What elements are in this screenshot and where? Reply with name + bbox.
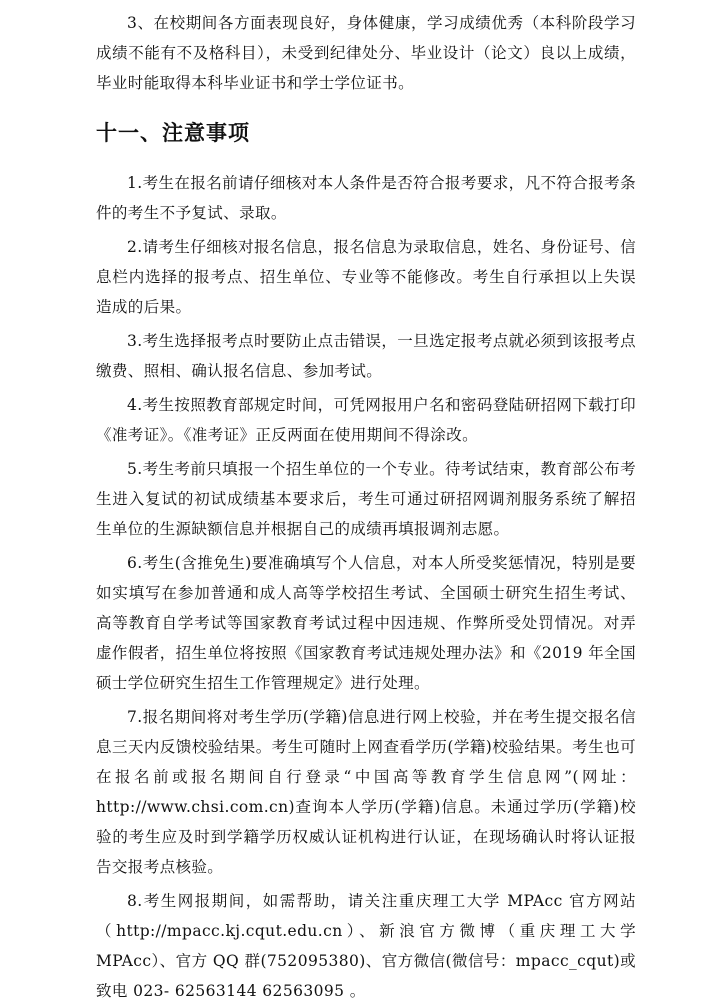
- list-item-8: 8.考生网报期间，如需帮助，请关注重庆理工大学 MPAcc 官方网站（http://mpacc.kj.cqut.edu.cn）、新浪官方微博（重庆理工大学 MPAcc）、官方 QQ 群(752095380)、官方微信(微信号：mpacc_cqut)或致电 023- 62563144 62563095 。: [96, 892, 636, 1000]
- list-item-4: 4.考生按照教育部规定时间，可凭网报用户名和密码登陆研招网下载打印《准考证》。《准考证》正反两面在使用期间不得涂改。: [96, 396, 636, 444]
- list-item-2: 2.请考生仔细核对报名信息，报名信息为录取信息，姓名、身份证号、信息栏内选择的报考点、招生单位、专业等不能修改。考生自行承担以上失误造成的后果。: [96, 238, 636, 316]
- list-item-5: 5.考生考前只填报一个招生单位的一个专业。待考试结束，教育部公布考生进入复试的初试成绩基本要求后，考生可通过研招网调剂服务系统了解招生单位的生源缺额信息并根据自己的成绩再填报调剂志愿。: [96, 460, 636, 538]
- document-body: [96, 8, 636, 1006]
- list-item-7: 7.报名期间将对考生学历(学籍)信息进行网上校验，并在考生提交报名信息三天内反馈校验结果。考生可随时上网查看学历(学籍)校验结果。考生也可在报名前或报名期间自行登录“中国高等教育学生信息网”(网址：http://www.chsi.com.cn)查询本人学历(学籍)信息。未通过学历(学籍)校验的考生应及时到学籍学历权威认证机构进行认证，在现场确认时将认证报告交报考点核验。: [96, 708, 636, 876]
- list-item-6: 6.考生(含推免生)要准确填写个人信息，对本人所受奖惩情况，特别是要如实填写在参加普通和成人高等学校招生考试、全国硕士研究生招生考试、高等教育自学考试等国家教育考试过程中因违规、作弊所受处罚情况。对弄虚作假者，招生单位将按照《国家教育考试违规处理办法》和《2019 年全国硕士学位研究生招生工作管理规定》进行处理。: [96, 554, 636, 692]
- list-item-1: 1.考生在报名前请仔细核对本人条件是否符合报考要求，凡不符合报考条件的考生不予复试、录取。: [96, 174, 636, 222]
- section-heading: 十一、注意事项: [96, 121, 250, 145]
- list-item-3: 3.考生选择报考点时要防止点击错误，一旦选定报考点就必须到该报考点缴费、照相、确认报名信息、参加考试。: [96, 332, 636, 380]
- top-paragraph: 3、在校期间各方面表现良好，身体健康，学习成绩优秀（本科阶段学习成绩不能有不及格科目），未受到纪律处分、毕业设计（论文）良以上成绩，毕业时能取得本科毕业证书和学士学位证书。: [96, 14, 636, 92]
